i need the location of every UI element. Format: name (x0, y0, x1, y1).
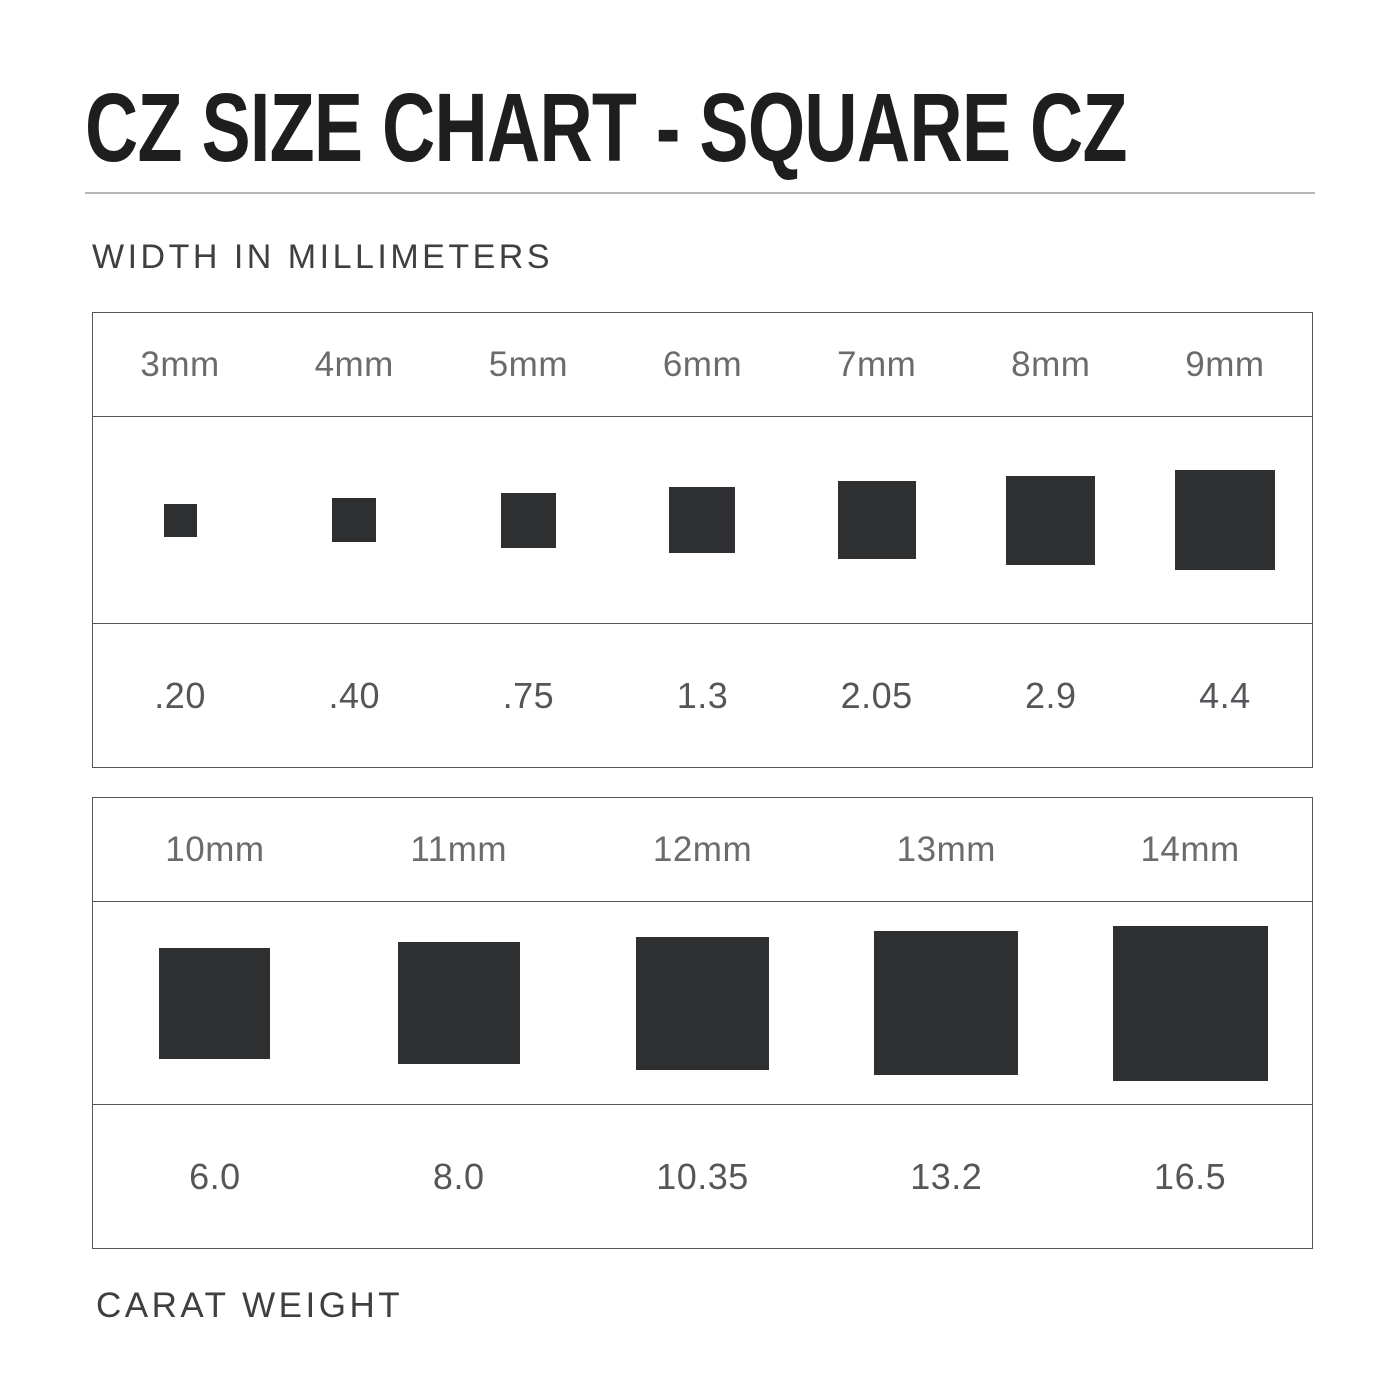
square-cell-4mm (267, 417, 441, 623)
width-label-3mm: 3mm (140, 344, 220, 384)
square-cell-3mm (93, 417, 267, 623)
cz-square-4mm (332, 498, 376, 542)
width-label-7mm: 7mm (836, 344, 917, 384)
square-cell-11mm (337, 902, 581, 1104)
square-cell-13mm (824, 902, 1068, 1104)
width-label-11mm: 11mm (410, 829, 508, 869)
cz-square-14mm (1113, 926, 1268, 1081)
width-label-5mm: 5mm (488, 344, 568, 384)
cz-square-8mm (1006, 476, 1095, 565)
width-label-14mm: 14mm (1140, 829, 1240, 869)
width-header-row (93, 313, 1312, 417)
carat-value-4mm: .40 (328, 674, 380, 716)
size-table-2 (92, 797, 1313, 1249)
width-label-12mm: 12mm (652, 829, 753, 869)
square-cell-14mm (1068, 902, 1312, 1104)
page-title: CZ SIZE CHART - SQUARE CZ (85, 73, 1127, 182)
carat-value-7mm: 2.05 (840, 674, 913, 716)
carat-value-5mm: .75 (502, 674, 555, 716)
cz-square-5mm (501, 493, 556, 548)
squares-row (93, 417, 1312, 624)
width-label-4mm: 4mm (314, 344, 394, 384)
carat-value-9mm: 4.4 (1199, 674, 1251, 716)
width-label-9mm: 9mm (1185, 344, 1265, 384)
square-cell-9mm (1138, 417, 1312, 623)
cz-square-3mm (164, 504, 197, 537)
carat-value-11mm: 8.0 (432, 1155, 485, 1197)
square-cell-10mm (93, 902, 337, 1104)
square-cell-12mm (581, 902, 825, 1104)
cz-square-11mm (398, 942, 520, 1064)
width-header-row (93, 798, 1312, 902)
title-divider (85, 192, 1315, 194)
square-cell-8mm (964, 417, 1138, 623)
carat-weight-label: CARAT WEIGHT (96, 1286, 404, 1325)
squares-row (93, 902, 1312, 1105)
cz-square-13mm (874, 931, 1018, 1075)
cz-square-12mm (636, 937, 769, 1070)
width-label-13mm: 13mm (896, 829, 996, 869)
width-label-6mm: 6mm (662, 344, 743, 384)
cz-square-6mm (669, 487, 735, 553)
carat-value-12mm: 10.35 (656, 1155, 749, 1197)
cz-square-7mm (838, 481, 916, 559)
carat-value-13mm: 13.2 (910, 1155, 983, 1197)
carat-value-14mm: 16.5 (1154, 1155, 1227, 1197)
width-in-millimeters-label: WIDTH IN MILLIMETERS (92, 238, 554, 276)
square-cell-6mm (615, 417, 789, 623)
square-cell-7mm (790, 417, 964, 623)
carat-value-3mm: .20 (154, 674, 206, 716)
carat-row (93, 624, 1312, 767)
carat-value-8mm: 2.9 (1025, 674, 1077, 716)
carat-value-10mm: 6.0 (189, 1155, 241, 1197)
cz-square-10mm (159, 948, 270, 1059)
size-table-1 (92, 312, 1313, 768)
cz-square-9mm (1175, 470, 1275, 570)
square-cell-5mm (441, 417, 615, 623)
width-label-8mm: 8mm (1011, 344, 1091, 384)
carat-value-6mm: 1.3 (676, 674, 729, 716)
carat-row (93, 1105, 1312, 1248)
width-label-10mm: 10mm (165, 829, 265, 869)
